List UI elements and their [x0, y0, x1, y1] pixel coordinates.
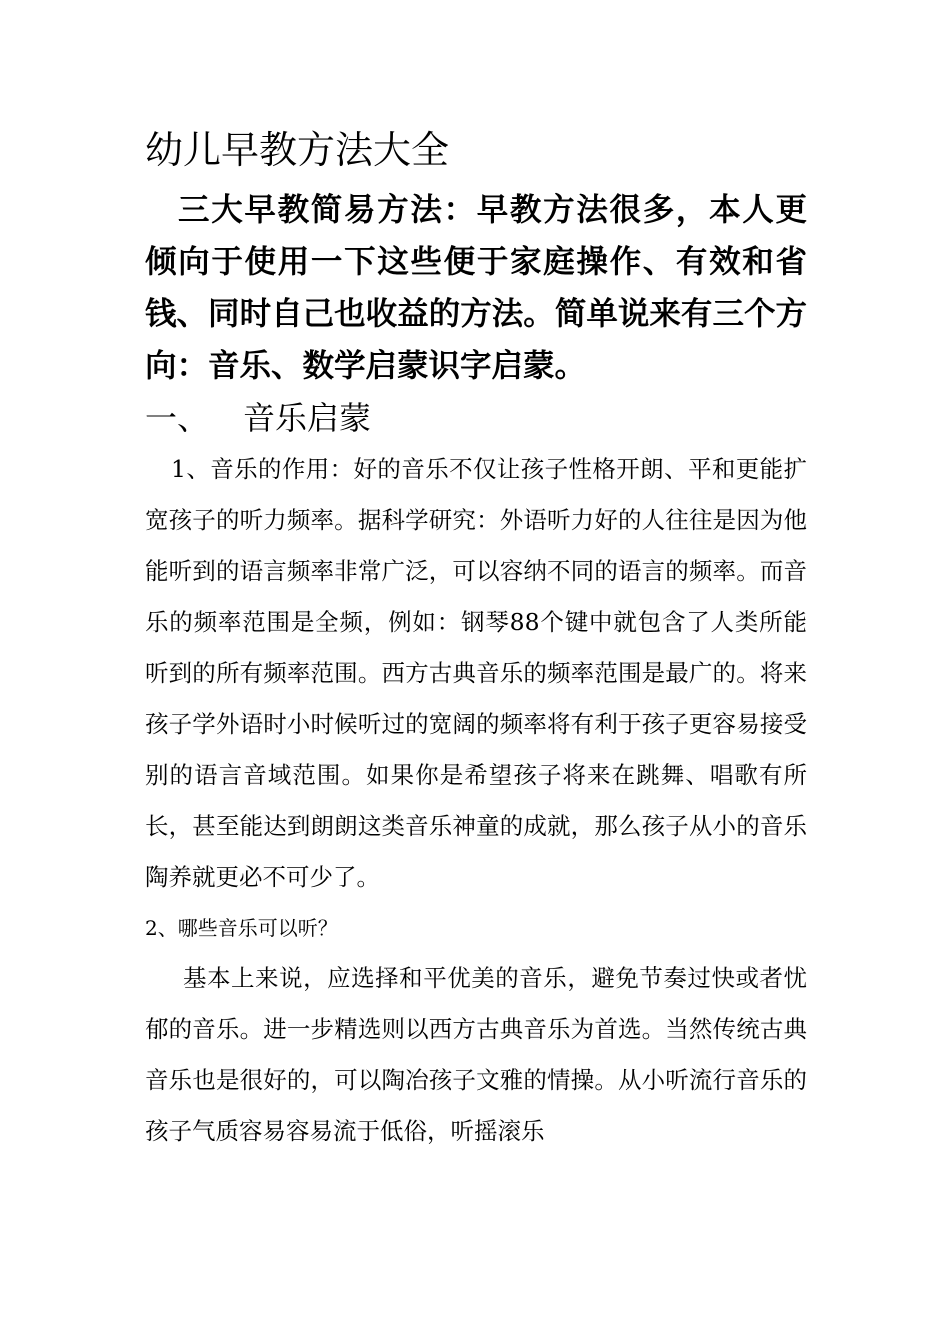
- paragraph-music-effect: 1、音乐的作用：好的音乐不仅让孩子性格开朗、平和更能扩宽孩子的听力频率。据科学研究：外语听力好的人往往是因为他能听到的语言频率非常广泛，可以容纳不同的语言的频率。而音乐的频率范围是全频，例如：钢琴88个键中就包含了人类所能听到的所有频率范围。西方古典音乐的频率范围是最广的。将来孩子学外语时小时候听过的宽阔的频率将有利于孩子更容易接受别的语言音域范围。如果你是希望孩子将来在跳舞、唱歌有所长，甚至能达到朗朗这类音乐神童的成就，那么孩子从小的音乐陶养就更必不可少了。: [145, 455, 807, 891]
- question-which-music: 2、哪些音乐可以听？: [145, 916, 338, 940]
- intro-paragraph: 三大早教简易方法：早教方法很多，本人更倾向于使用一下这些便于家庭操作、有效和省钱、同时自己也收益的方法。简单说来有三个方向：音乐、数学启蒙识字启蒙。: [145, 192, 807, 384]
- paragraph-music-choice: 基本上来说，应选择和平优美的音乐，避免节奏过快或者忧郁的音乐。进一步精选则以西方古典音乐为首选。当然传统古典音乐也是很好的，可以陶冶孩子文雅的情操。从小听流行音乐的孩子气质容易容易流于低俗，听摇滚乐: [145, 964, 807, 1145]
- section-number: 一、: [145, 399, 210, 437]
- section-title: 音乐启蒙: [243, 399, 372, 437]
- section-heading: [145, 392, 807, 444]
- document-body: [145, 122, 807, 1157]
- document-title: 幼儿早教方法大全: [145, 128, 450, 172]
